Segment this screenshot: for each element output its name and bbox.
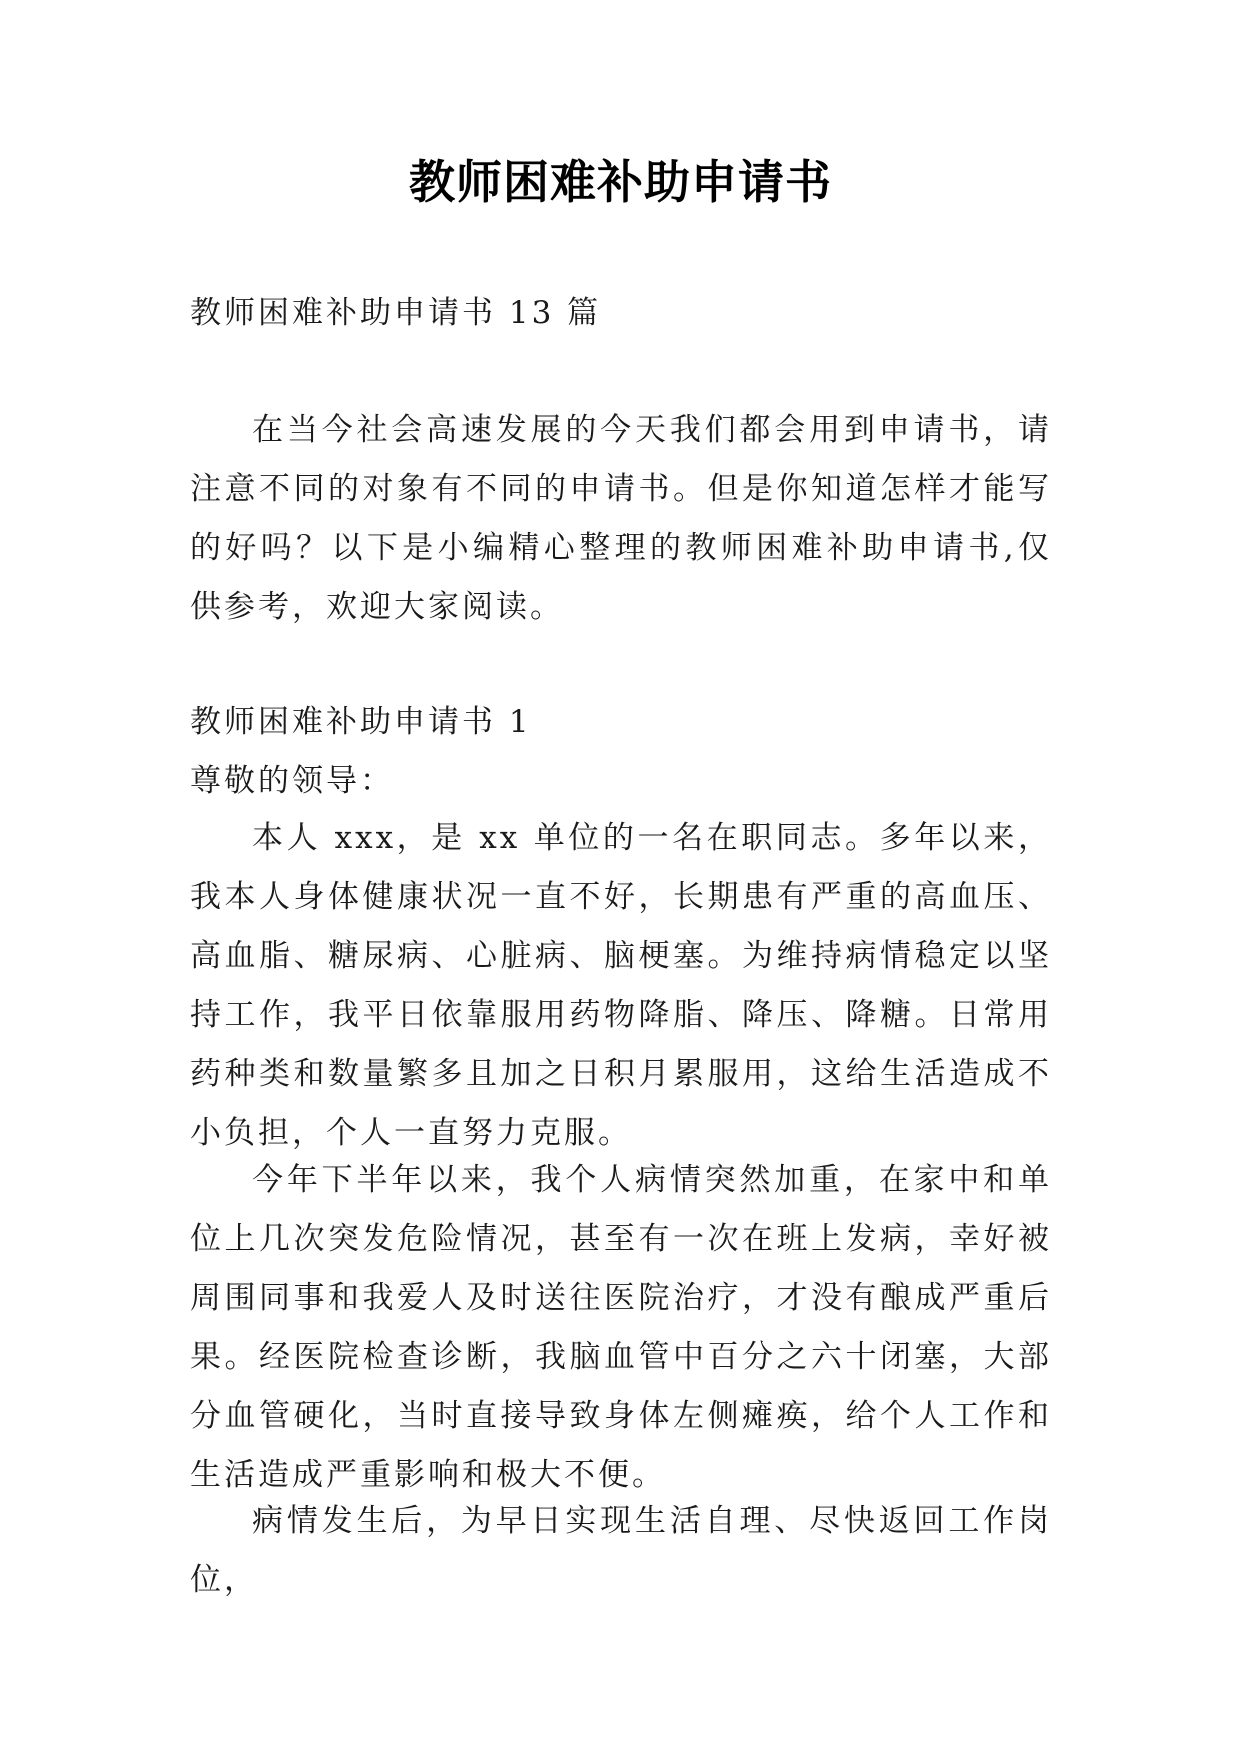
body-paragraph-3 bbox=[190, 1492, 1052, 1610]
page-title: 教师困难补助申请书 bbox=[409, 155, 832, 209]
salutation bbox=[190, 752, 1052, 811]
paragraph-text: 病情发生后，为早日实现生活自理、尽快返回工作岗位， bbox=[190, 1503, 1052, 1598]
body-paragraph-2 bbox=[190, 1151, 1052, 1505]
section-heading bbox=[190, 693, 1052, 752]
section-heading-text: 教师困难补助申请书 1 bbox=[190, 704, 532, 740]
paragraph-text: 本人 xxx，是 xx 单位的一名在职同志。多年以来，我本人身体健康状况一直不好，长期患有严重的高血压、高血脂、糖尿病、心脏病、脑梗塞。为维持病情稳定以坚持工作，我平日依靠服用药物降脂、降压、降糖。日常用药种类和数量繁多且加之日积月累服用，这给生活造成不小负担，个人一直努力克服。 bbox=[190, 820, 1052, 1151]
subtitle-text: 教师困难补助申请书 13 篇 bbox=[190, 295, 602, 331]
salutation-text: 尊敬的领导： bbox=[190, 763, 394, 799]
body-paragraph-1 bbox=[190, 809, 1052, 1163]
intro-text: 在当今社会高速发展的今天我们都会用到申请书，请注意不同的对象有不同的申请书。但是你知道怎样才能写的好吗？以下是小编精心整理的教师困难补助申请书,仅供参考，欢迎大家阅读。 bbox=[190, 412, 1052, 625]
paragraph-text: 今年下半年以来，我个人病情突然加重，在家中和单位上几次突发危险情况，甚至有一次在班上发病，幸好被周围同事和我爱人及时送往医院治疗，才没有酿成严重后果。经医院检查诊断，我脑血管中百分之六十闭塞，大部分血管硬化，当时直接导致身体左侧瘫痪，给个人工作和生活造成严重影响和极大不便。 bbox=[190, 1162, 1052, 1493]
document-subtitle bbox=[190, 284, 1052, 343]
intro-paragraph bbox=[190, 401, 1052, 637]
